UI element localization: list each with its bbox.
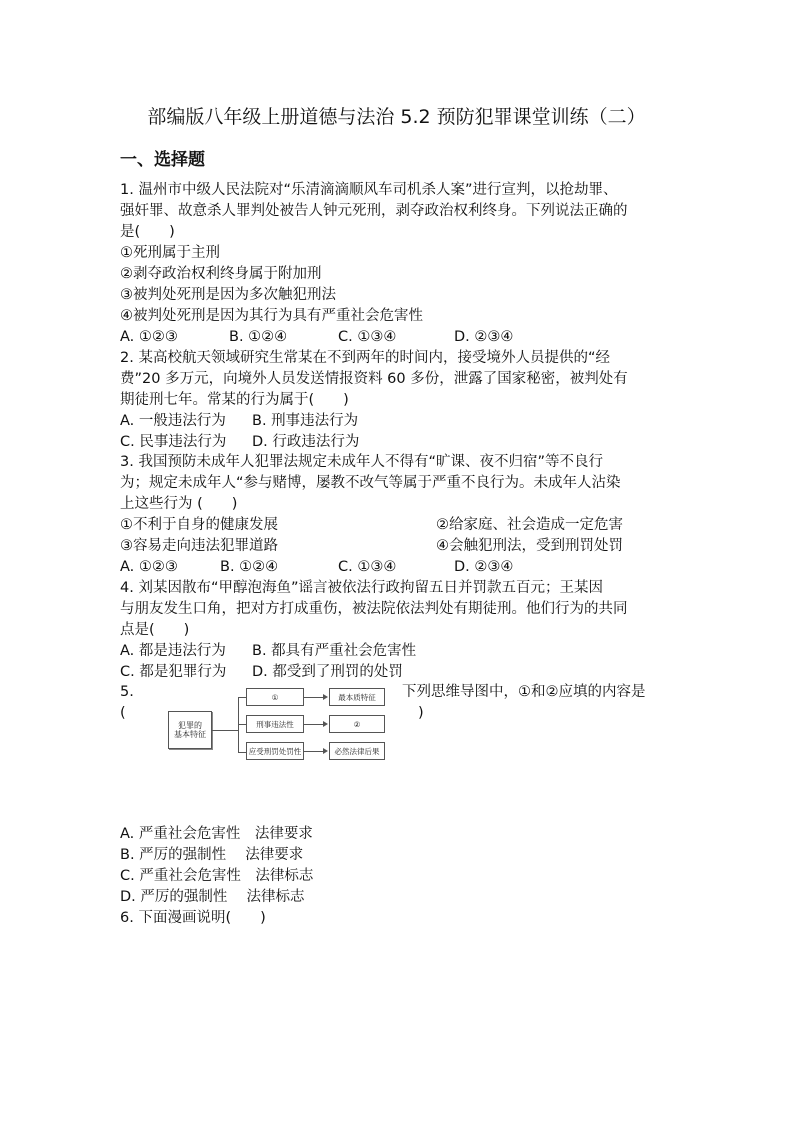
q4-option-d[interactable]: D. 都受到了刑罚的处罚 <box>252 664 403 680</box>
mind-map-row3-right <box>329 742 385 760</box>
document-title: 部编版八年级上册道德与法治 5.2 预防犯罪课堂训练（二） <box>147 106 646 128</box>
connector-root <box>212 730 238 731</box>
q5-option-d[interactable]: D. 严厉的强制性 法律标志 <box>120 889 305 905</box>
q1-statement-3: ③被判处死刑是因为多次触犯刑法 <box>120 287 336 303</box>
mind-map-row1-left-label: ① <box>271 692 279 702</box>
arrow-right-icon <box>323 721 328 727</box>
mind-map-root <box>168 711 212 749</box>
q3-option-d[interactable]: D. ②③④ <box>454 559 514 575</box>
mind-map-row3-left <box>246 742 304 760</box>
q3-option-b[interactable]: B. ①②④ <box>220 559 279 575</box>
q4-options-row2 <box>120 662 403 683</box>
mind-map-root-label: 犯罪的 基本特征 <box>174 721 206 739</box>
q2-option-c[interactable]: C. 民事违法行为 <box>120 434 227 450</box>
q3-options <box>120 557 513 578</box>
q2-option-b[interactable]: B. 刑事违法行为 <box>252 413 359 429</box>
q1-option-d[interactable]: D. ②③④ <box>454 329 514 345</box>
q5-paren-open: ( <box>120 705 126 721</box>
q2-option-d[interactable]: D. 行政违法行为 <box>252 434 360 450</box>
connector-row1 <box>238 697 246 698</box>
q5-option-a[interactable]: A. 严重社会危害性 法律要求 <box>120 826 313 842</box>
q5-paren-close: ) <box>418 705 424 721</box>
q3-statement-1: ①不利于自身的健康发展 <box>120 517 278 533</box>
arrow-right-icon <box>323 694 328 700</box>
q4-option-c[interactable]: C. 都是犯罪行为 <box>120 664 227 680</box>
q2-options-row2 <box>120 432 359 453</box>
q4-option-a[interactable]: A. 都是违法行为 <box>120 643 226 659</box>
mind-map-row3-right-label: 必然法律后果 <box>334 746 380 756</box>
q3-statement-2: ②给家庭、社会造成一定危害 <box>436 517 623 533</box>
q4-stem-line3: 点是( ) <box>120 622 190 638</box>
q3-option-a[interactable]: A. ①②③ <box>120 559 178 575</box>
q3-stem-line1: 3. 我国预防未成年人犯罪法规定未成年人不得有“旷课、夜不归宿”等不良行 <box>120 454 603 470</box>
arrow-line-row2 <box>304 724 324 725</box>
connector-row2 <box>238 724 246 725</box>
q1-option-b[interactable]: B. ①②④ <box>229 329 288 345</box>
arrow-line-row3 <box>304 751 324 752</box>
q2-stem-line3: 期徒刑七年。常某的行为属于( ) <box>120 392 349 408</box>
q1-stem-line3: 是( ) <box>120 224 175 240</box>
q2-stem-line2: 费”20 多万元，向境外人员发送情报资料 60 多份，泄露了国家秘密，被判处有 <box>120 371 628 387</box>
q2-stem-line1: 2. 某高校航天领域研究生常某在不到两年的时间内，接受境外人员提供的“经 <box>120 350 610 366</box>
q4-stem-line1: 4. 刘某因散布“甲醇泡海鱼”谣言被依法行政拘留五日并罚款五百元；王某因 <box>120 580 603 596</box>
mind-map-row2-left <box>246 715 304 733</box>
q2-options-row1 <box>120 411 358 432</box>
q5-option-c[interactable]: C. 严重社会危害性 法律标志 <box>120 868 314 884</box>
q1-stem-line1: 1. 温州市中级人民法院对“乐清滴滴顺风车司机杀人案”进行宣判，以抢劫罪、 <box>120 182 618 198</box>
mind-map-row2-right-label: ② <box>353 719 361 729</box>
arrow-line-row1 <box>304 697 324 698</box>
section-heading: 一、选择题 <box>120 150 205 170</box>
q2-option-a[interactable]: A. 一般违法行为 <box>120 413 226 429</box>
mind-map-row3-left-label: 应受刑罚处罚性 <box>248 746 302 756</box>
q6-stem-line1: 6. 下面漫画说明( ) <box>120 910 266 926</box>
q5-option-b[interactable]: B. 严厉的强制性 法律要求 <box>120 847 304 863</box>
mind-map-row1-left <box>246 688 304 706</box>
q4-options-row1 <box>120 641 416 662</box>
q1-options <box>120 327 513 348</box>
q3-stem-line3: 上这些行为 ( ) <box>120 496 238 512</box>
q1-option-c[interactable]: C. ①③④ <box>338 329 397 345</box>
q1-stem-line2: 强奸罪、故意杀人罪判处被告人钟元死刑，剥夺政治权利终身。下列说法正确的 <box>120 203 628 219</box>
q5-number: 5. <box>120 684 134 700</box>
q3-option-c[interactable]: C. ①③④ <box>338 559 397 575</box>
connector-trunk <box>238 697 239 753</box>
connector-row3 <box>238 752 246 753</box>
q4-stem-line2: 与朋友发生口角，把对方打成重伤，被法院依法判处有期徒刑。他们行为的共同 <box>120 601 628 617</box>
q3-stem-line2: 为；规定未成年人“参与赌博，屡教不改气等属于严重不良行为。未成年人沾染 <box>120 475 621 491</box>
mind-map-figure <box>164 684 396 766</box>
arrow-right-icon <box>323 748 328 754</box>
q1-statement-4: ④被判处死刑是因为其行为具有严重社会危害性 <box>120 308 423 324</box>
mind-map-row1-right <box>329 688 385 706</box>
q5-stem: 下列思维导图中，①和②应填的内容是 <box>402 684 646 700</box>
q1-option-a[interactable]: A. ①②③ <box>120 329 178 345</box>
q1-statement-1: ①死刑属于主刑 <box>120 245 220 261</box>
mind-map-row2-left-label: 刑事违法性 <box>256 719 294 729</box>
q3-statement-4: ④会触犯刑法，受到刑罚处罚 <box>436 538 623 554</box>
mind-map-row2-right <box>329 715 385 733</box>
mind-map-row1-right-label: 最本质特征 <box>338 692 376 702</box>
q1-statement-2: ②剥夺政治权利终身属于附加刑 <box>120 266 322 282</box>
q4-option-b[interactable]: B. 都具有严重社会危害性 <box>252 643 417 659</box>
q3-statement-3: ③容易走向违法犯罪道路 <box>120 538 278 554</box>
